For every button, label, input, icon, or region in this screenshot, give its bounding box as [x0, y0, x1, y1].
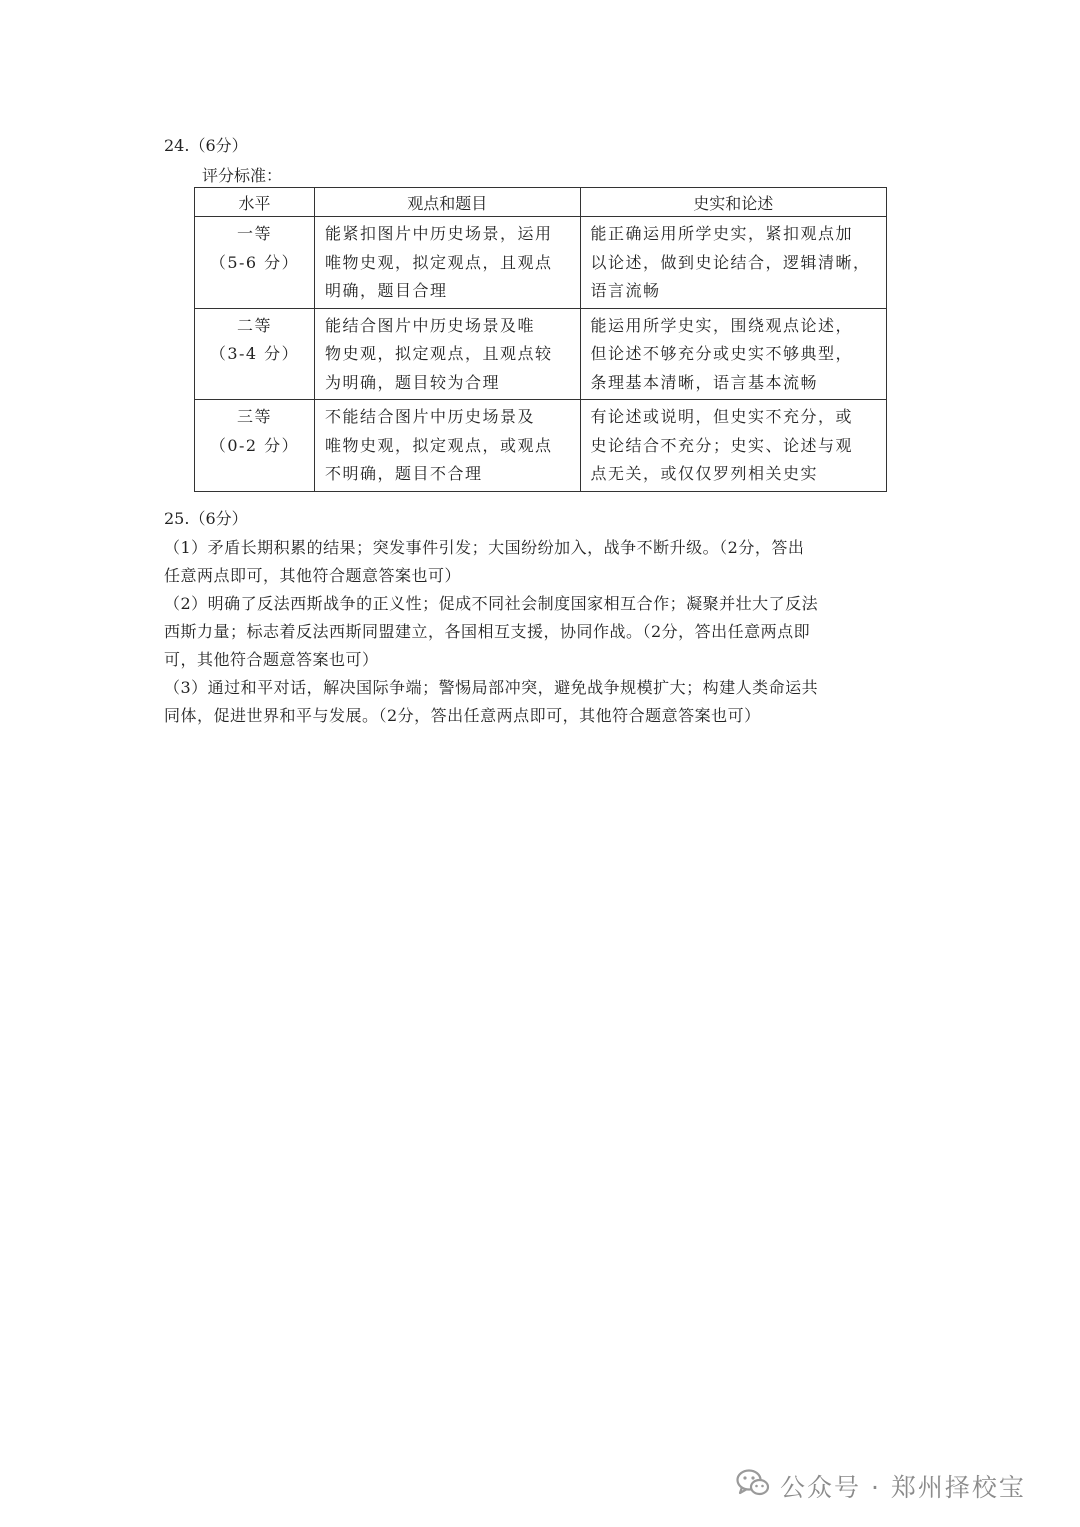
view-line: 不能结合图片中历史场景及: [325, 407, 536, 426]
answer-line: （2）明确了反法西斯战争的正义性；促成不同社会制度国家相互合作；凝聚并壮大了反法: [164, 594, 819, 613]
fact-cell: [580, 308, 886, 400]
answer-line: 可，其他符合题意答案也可）: [164, 650, 379, 669]
fact-cell: [580, 217, 886, 309]
header-level: 水平: [195, 188, 315, 217]
view-cell: [315, 308, 581, 400]
answer-line: 同体，促进世界和平与发展。（2分，答出任意两点即可，其他符合题意答案也可）: [164, 706, 761, 725]
q25-answers: [164, 534, 924, 730]
fact-line: 语言流畅: [590, 281, 661, 300]
view-line: 物史观，拟定观点，且观点较: [325, 344, 553, 363]
header-fact: 史实和论述: [580, 188, 886, 217]
fact-line: 点无关，或仅仅罗列相关史实: [590, 464, 819, 483]
view-cell: [315, 400, 581, 492]
fact-line: 能运用所学史实，围绕观点论述，: [590, 315, 854, 335]
level-name: 三等: [237, 407, 273, 426]
answer-line: 任意两点即可，其他符合题意答案也可）: [164, 566, 462, 585]
table-row: [195, 308, 887, 400]
q25-title: 25.（6分）: [164, 509, 248, 528]
level-name: 一等: [237, 224, 273, 243]
table-row: [195, 217, 887, 309]
watermark-text: 公众号 · 郑州择校宝: [780, 1473, 1026, 1502]
view-cell: [315, 217, 581, 309]
level-cell: [195, 400, 315, 492]
level-score: （5-6 分）: [209, 252, 300, 272]
view-line: 能结合图片中历史场景及唯: [325, 315, 536, 335]
fact-line: 有论述或说明，但史实不充分，或: [590, 407, 854, 426]
level-name: 二等: [237, 315, 273, 335]
criteria-label: 评分标准：: [202, 166, 283, 185]
level-score: （0-2 分）: [209, 435, 300, 455]
fact-line: 以论述，做到史论结合，逻辑清晰，: [590, 252, 871, 272]
table-row: [195, 400, 887, 492]
view-line: 能紧扣图片中历史场景，运用: [325, 224, 553, 243]
wechat-icon: [736, 1468, 770, 1504]
view-line: 为明确，题目较为合理: [325, 372, 501, 392]
q24-title: 24.（6分）: [164, 136, 248, 155]
watermark: [736, 1468, 1026, 1504]
level-cell: [195, 308, 315, 400]
view-line: 不明确，题目不合理: [325, 464, 483, 483]
fact-line: 条理基本清晰，语言基本流畅: [590, 372, 819, 392]
answer-line: 西斯力量；标志着反法西斯同盟建立，各国相互支援，协同作战。（2分，答出任意两点即: [164, 622, 811, 641]
fact-cell: [580, 400, 886, 492]
header-view: 观点和题目: [315, 188, 581, 217]
q25-section: [164, 506, 924, 730]
grading-table: [194, 187, 887, 492]
level-score: （3-4 分）: [209, 344, 300, 363]
view-line: 唯物史观，拟定观点，且观点: [325, 252, 553, 272]
answer-line: （1）矛盾长期积累的结果；突发事件引发；大国纷纷加入，战争不断升级。（2分，答出: [164, 538, 805, 557]
level-cell: [195, 217, 315, 309]
view-line: 唯物史观，拟定观点，或观点: [325, 435, 553, 455]
fact-line: 能正确运用所学史实，紧扣观点加: [590, 224, 854, 243]
fact-line: 但论述不够充分或史实不够典型，: [590, 344, 854, 363]
view-line: 明确，题目合理: [325, 281, 448, 300]
fact-line: 史论结合不充分；史实、论述与观: [590, 435, 854, 455]
table-header-row: [195, 188, 887, 217]
answer-line: （3）通过和平对话，解决国际争端；警惕局部冲突，避免战争规模扩大；构建人类命运共: [164, 678, 819, 697]
